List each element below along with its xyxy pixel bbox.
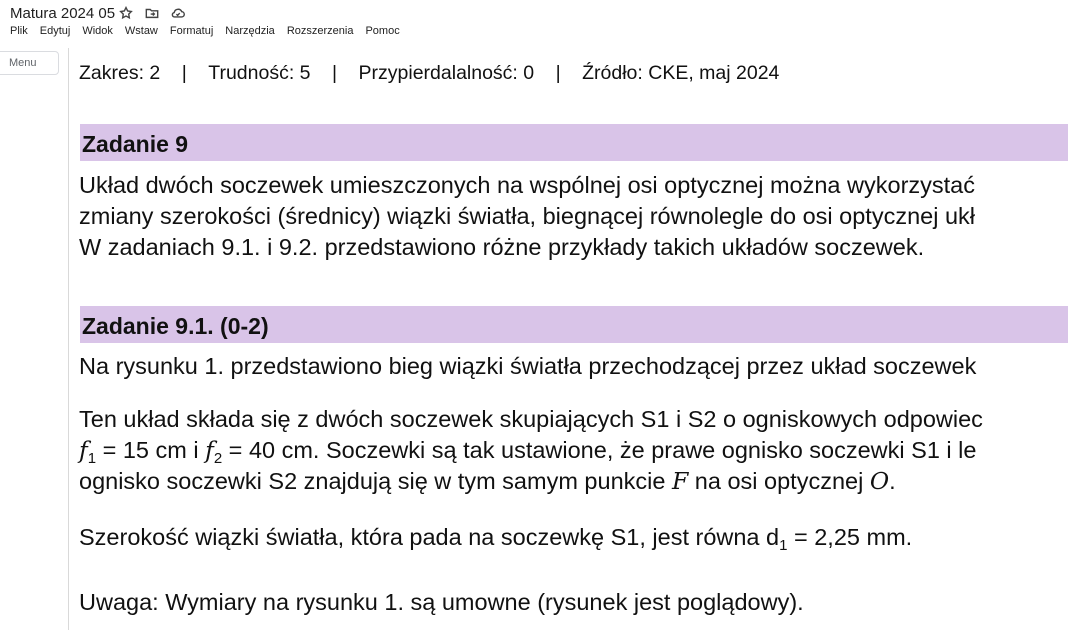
meta-zrodlo: Źródło: CKE, maj 2024: [582, 62, 780, 84]
meta-separator: |: [555, 62, 561, 84]
meta-separator: |: [331, 62, 338, 84]
zadanie-9-intro: [79, 170, 975, 263]
text-line: W zadaniach 9.1. i 9.2. przedstawiono różne przykłady takich układów soczewek.: [79, 234, 925, 260]
symbol-f1-subscript: 1: [87, 450, 97, 467]
menu-help[interactable]: Pomoc: [365, 25, 400, 37]
menu-format[interactable]: Formatuj: [169, 25, 214, 37]
menu-tools[interactable]: Narzędzia: [225, 25, 275, 37]
cloud-status-icon[interactable]: [168, 3, 188, 23]
text-line: Ten układ składa się z dwóch soczewek skupiających S1 i S2 o ogniskowych odpowiec: [79, 406, 983, 432]
side-menu-button[interactable]: [0, 51, 59, 75]
text-fragment: = 40 cm. Soczewki są tak ustawione, że prawe ognisko soczewki S1 i le: [222, 437, 977, 463]
zadanie-9-1-paragraph-1: Na rysunku 1. przedstawiono bieg wiązki światła przechodzącej przez układ soczewek: [79, 353, 977, 379]
symbol-f2-subscript: 2: [213, 450, 223, 467]
menu-bar: [4, 24, 406, 42]
text-fragment: = 2,25 mm.: [787, 524, 913, 550]
text-fragment: = 15 cm i: [96, 437, 206, 463]
text-line: Układ dwóch soczewek umieszczonych na wspólnej osi optycznej można wykorzystać: [79, 172, 975, 198]
heading-zadanie-9-1: Zadanie 9.1. (0-2): [80, 306, 1068, 343]
document-title[interactable]: Matura 2024 05: [10, 5, 116, 22]
meta-przypierdalalnosc: Przypierdalalność: 0: [358, 62, 535, 84]
heading-zadanie-9: Zadanie 9: [80, 124, 1068, 161]
meta-separator: |: [181, 62, 187, 84]
meta-zakres: Zakres: 2: [79, 62, 161, 84]
move-to-folder-icon[interactable]: [142, 3, 162, 23]
menu-insert[interactable]: Wstaw: [124, 25, 158, 37]
point-o: O: [869, 467, 890, 495]
menu-view[interactable]: Widok: [82, 25, 113, 37]
text-fragment: Szerokość wiązki światła, która pada na soczewkę S1, jest równa d: [79, 524, 780, 550]
zadanie-9-1-paragraph-2: [79, 404, 983, 497]
text-fragment: .: [889, 468, 896, 494]
menu-edit[interactable]: Edytuj: [39, 25, 71, 37]
zadanie-9-1-paragraph-3: [79, 522, 912, 553]
star-icon[interactable]: [116, 3, 136, 23]
text-line: [79, 435, 983, 466]
text-fragment: na osi optycznej: [688, 468, 870, 494]
side-menu-label: Menu: [9, 57, 37, 69]
point-f: F: [671, 467, 689, 495]
text-fragment: ognisko soczewki S2 znajdują się w tym samym punkcie: [79, 468, 672, 494]
task-metadata: [79, 62, 779, 85]
menu-extensions[interactable]: Rozszerzenia: [286, 25, 354, 37]
symbol-f2: f: [205, 436, 214, 464]
meta-trudnosc: Trudność: 5: [208, 62, 311, 84]
document-page[interactable]: [68, 48, 1068, 630]
symbol-d1-subscript: 1: [779, 537, 788, 554]
zadanie-9-1-note: Uwaga: Wymiary na rysunku 1. są umowne (rysunek jest poglądowy).: [79, 589, 804, 615]
title-icons: [116, 3, 188, 23]
symbol-f1: f: [79, 436, 88, 464]
text-line: [79, 466, 983, 497]
text-line: zmiany szerokości (średnicy) wiązki światła, biegnącej równolegle do osi optycznej ukł: [79, 203, 975, 229]
menu-file[interactable]: Plik: [10, 25, 28, 37]
title-bar: [0, 0, 1068, 24]
